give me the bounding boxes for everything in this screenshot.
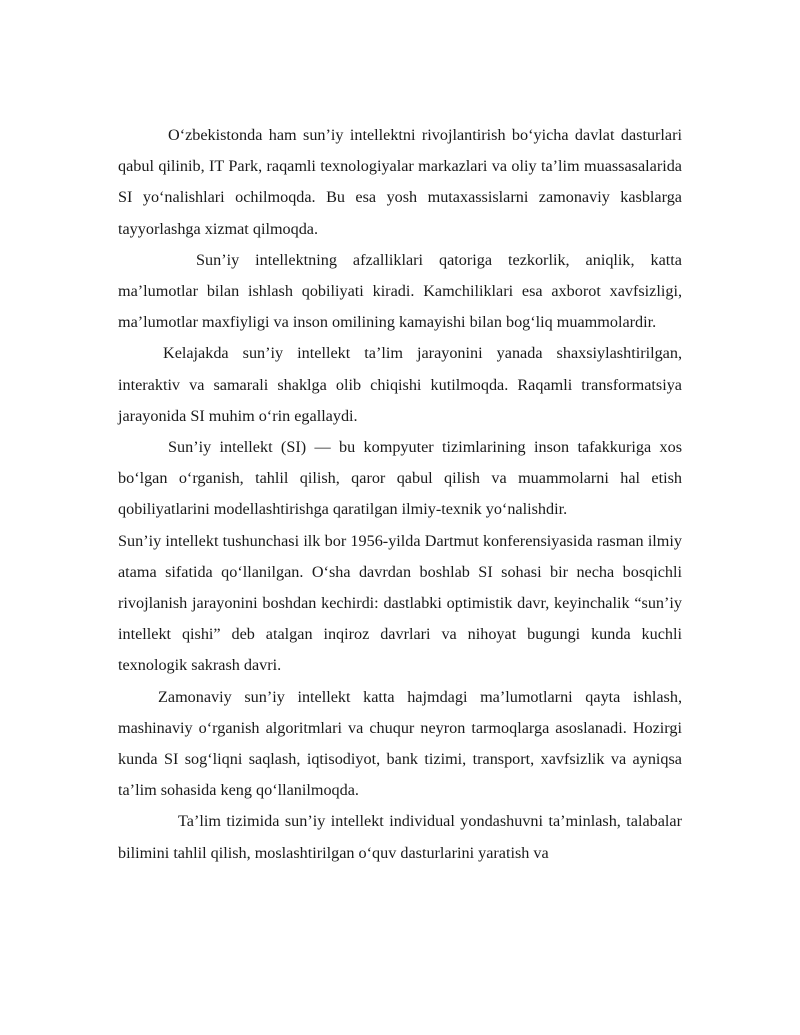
paragraph-future-of-si: Kelajakda sun’iy intellekt ta’lim jarayonini yanada shaxsiylashtirilgan, interaktiv va samarali shaklga olib chiqishi kutilmoqda. Raqamli transformatsiya jarayonida SI muhim o‘rin egallaydi. [118,344,682,425]
paragraph-si-in-education: Ta’lim tizimida sun’iy intellekt individual yondashuvni ta’minlash, talabalar bilimini tahlil qilish, moslashtirilgan o‘quv dasturlarini yaratish va [118,812,682,862]
paragraph-si-definition: Sun’iy intellekt (SI) — bu kompyuter tizimlarining inson tafakkuriga xos bo‘lgan o‘rganish, tahlil qilish, qaror qabul qilish va muammolarni hal etish qobiliyatlarini modellashtirishga qaratilgan ilmiy-texnik yo‘nalishdir. [118,438,682,519]
paragraph-si-programs-uzbekistan: O‘zbekistonda ham sun’iy intellektni rivojlantirish bo‘yicha davlat dasturlari qabul qilinib, IT Park, raqamli texnologiyalar markazlari va oliy ta’lim muassasalarida SI yo‘nalishlari ochilmoqda. Bu esa yosh mutaxassislarni zamonaviy kasblarga tayyorlashga xizmat qilmoqda. [118,126,682,238]
paragraph-advantages-disadvantages: Sun’iy intellektning afzalliklari qatoriga tezkorlik, aniqlik, katta ma’lumotlar bilan ishlash qobiliyati kiradi. Kamchiliklari esa axborot xavfsizligi, ma’lumotlar maxfiyligi va inson omilining kamayishi bilan bog‘liq muammolardir. [118,250,682,332]
body-text [118,120,682,869]
paragraph-si-history: Sun’iy intellekt tushunchasi ilk bor 1956-yilda Dartmut konferensiyasida rasman ilmiy atama sifatida qo‘llanilgan. O‘sha davrdan boshlab SI sohasi bir necha bosqichli rivojlanish jarayonini boshdan kechirdi: dastlabki optimistik davr, keyinchalik “sun’iy intellekt qishi” deb atalgan inqiroz davrlari va nihoyat bugungi kunda kuchli texnologik sakrash davri. [118,531,682,675]
paragraph-modern-si: Zamonaviy sun’iy intellekt katta hajmdagi ma’lumotlarni qayta ishlash, mashinaviy o‘rganish algoritmlari va chuqur neyron tarmoqlarga asoslanadi. Hozirgi kunda SI sog‘liqni saqlash, iqtisodiyot, bank tizimi, transport, xavfsizlik va ayniqsa ta’lim sohasida keng qo‘llanilmoqda. [118,687,682,800]
